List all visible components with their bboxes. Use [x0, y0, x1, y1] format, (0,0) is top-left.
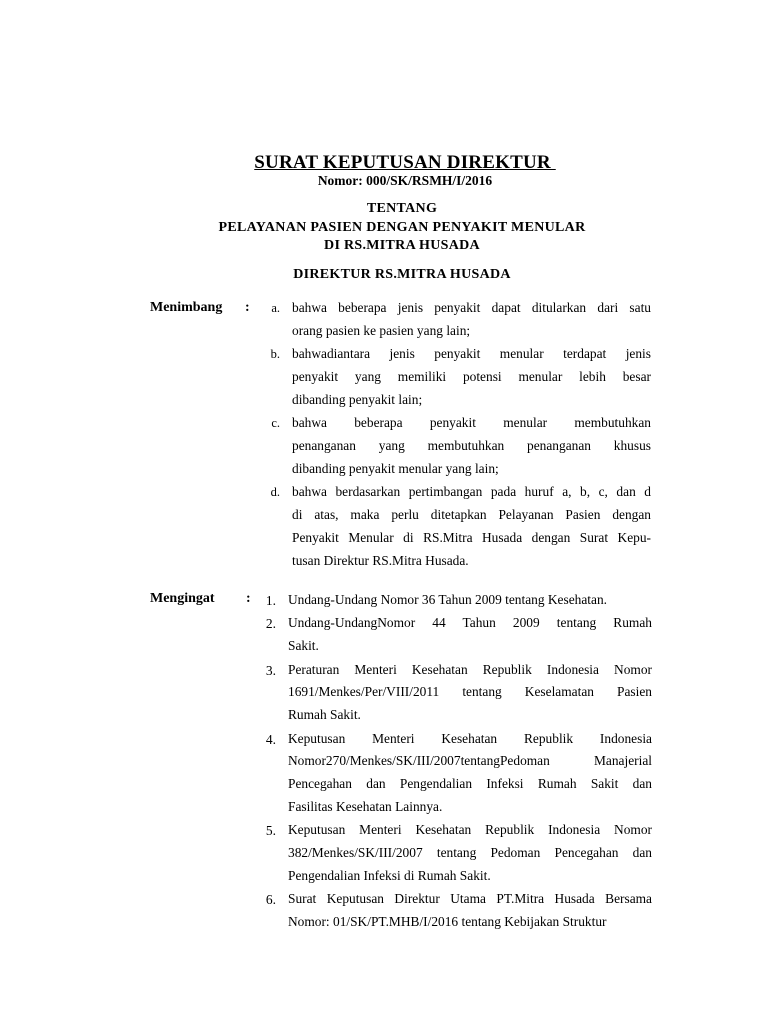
- menimbang-item-marker: b.: [270, 347, 280, 362]
- mengingat-colon: :: [246, 591, 251, 606]
- menimbang-colon: :: [245, 300, 250, 315]
- mengingat-item-text: [288, 819, 652, 887]
- mengingat-item-line: Peraturan Menteri Kesehatan Republik Indonesia Nomor: [288, 661, 652, 677]
- mengingat-item-text: [288, 589, 652, 612]
- menimbang-item-line: bahwadiantara jenis penyakit menular terdapat jenis: [292, 346, 651, 362]
- mengingat-item-marker: 4.: [265, 731, 276, 747]
- mengingat-item-line: Undang-UndangNomor 44 Tahun 2009 tentang Rumah: [288, 615, 652, 631]
- menimbang-item-text: [292, 343, 651, 411]
- director-heading: DIREKTUR RS.MITRA HUSADA: [293, 267, 511, 282]
- menimbang-item-line: bahwa berdasarkan pertimbangan pada huruf a, b, c, dan d: [292, 484, 651, 500]
- mengingat-item-line: Fasilitas Kesehatan Lainnya.: [288, 798, 443, 814]
- mengingat-item-line: Undang-Undang Nomor 36 Tahun 2009 tentang Kesehatan.: [288, 592, 608, 607]
- mengingat-item-line: Sakit.: [288, 638, 319, 654]
- menimbang-item-line: dibanding penyakit lain;: [292, 391, 423, 407]
- menimbang-item-line: di atas, maka perlu ditetapkan Pelayanan Pasien dengan: [292, 506, 651, 522]
- menimbang-item-text: [292, 412, 651, 480]
- menimbang-item-line: penyakit yang memiliki potensi menular lebih besar: [292, 368, 651, 384]
- menimbang-item-line: dibanding penyakit menular yang lain;: [292, 460, 499, 476]
- mengingat-item-line: Nomor: 01/SK/PT.MHB/I/2016 tentang Kebijakan Struktur: [288, 914, 607, 930]
- mengingat-item-line: Keputusan Menteri Kesehatan Republik Indonesia: [288, 730, 652, 746]
- mengingat-item-line: Keputusan Menteri Kesehatan Republik Indonesia Nomor: [288, 822, 652, 838]
- menimbang-item-line: penanganan yang membutuhkan penanganan khusus: [292, 437, 651, 453]
- mengingat-item-marker: 3.: [265, 662, 276, 678]
- mengingat-item-line: Surat Keputusan Direktur Utama PT.Mitra Husada Bersama: [288, 891, 652, 907]
- menimbang-item-line: bahwa beberapa penyakit menular membutuhkan: [292, 415, 651, 431]
- menimbang-item-line: bahwa beberapa jenis penyakit dapat ditularkan dari satu: [292, 300, 651, 315]
- mengingat-item-marker: 6.: [265, 892, 276, 908]
- menimbang-item-line: orang pasien ke pasien yang lain;: [292, 322, 471, 338]
- mengingat-item-text: [288, 888, 652, 934]
- mengingat-item-line: Nomor270/Menkes/SK/III/2007tentangPedoman Manajerial: [288, 753, 652, 769]
- subject-line-1: PELAYANAN PASIEN DENGAN PENYAKIT MENULAR: [218, 220, 586, 235]
- mengingat-item-marker: 1.: [265, 593, 276, 608]
- menimbang-item-line: tusan Direktur RS.Mitra Husada.: [292, 552, 469, 568]
- mengingat-item-line: Pengendalian Infeksi di Rumah Sakit.: [288, 867, 491, 883]
- menimbang-item-line: Penyakit Menular di RS.Mitra Husada dengan Surat Kepu-: [292, 529, 651, 545]
- document-title: SURAT KEPUTUSAN DIREKTUR: [254, 152, 556, 173]
- mengingat-item-line: 382/Menkes/SK/III/2007 tentang Pedoman Pencegahan dan: [288, 845, 652, 861]
- menimbang-label: Menimbang: [150, 300, 223, 315]
- document-number: Nomor: 000/SK/RSMH/I/2016: [317, 173, 493, 188]
- menimbang-item-text: [292, 297, 651, 343]
- mengingat-label: Mengingat: [150, 591, 215, 606]
- menimbang-item-marker: d.: [270, 485, 280, 500]
- mengingat-item-marker: 2.: [265, 616, 276, 632]
- tentang-heading: TENTANG: [366, 201, 438, 216]
- mengingat-item-text: [288, 728, 652, 819]
- mengingat-item-line: Pencegahan dan Pengendalian Infeksi Rumah Sakit dan: [288, 776, 652, 792]
- mengingat-item-text: [288, 612, 652, 658]
- mengingat-item-line: 1691/Menkes/Per/VIII/2011 tentang Keselamatan Pasien: [288, 684, 652, 700]
- mengingat-item-marker: 5.: [265, 823, 276, 839]
- menimbang-item-marker: c.: [271, 416, 280, 431]
- mengingat-item-line: Rumah Sakit.: [288, 707, 361, 723]
- subject-line-2: DI RS.MITRA HUSADA: [324, 238, 480, 253]
- menimbang-item-text: [292, 481, 651, 572]
- menimbang-item-marker: a.: [271, 301, 280, 315]
- mengingat-item-text: [288, 659, 652, 727]
